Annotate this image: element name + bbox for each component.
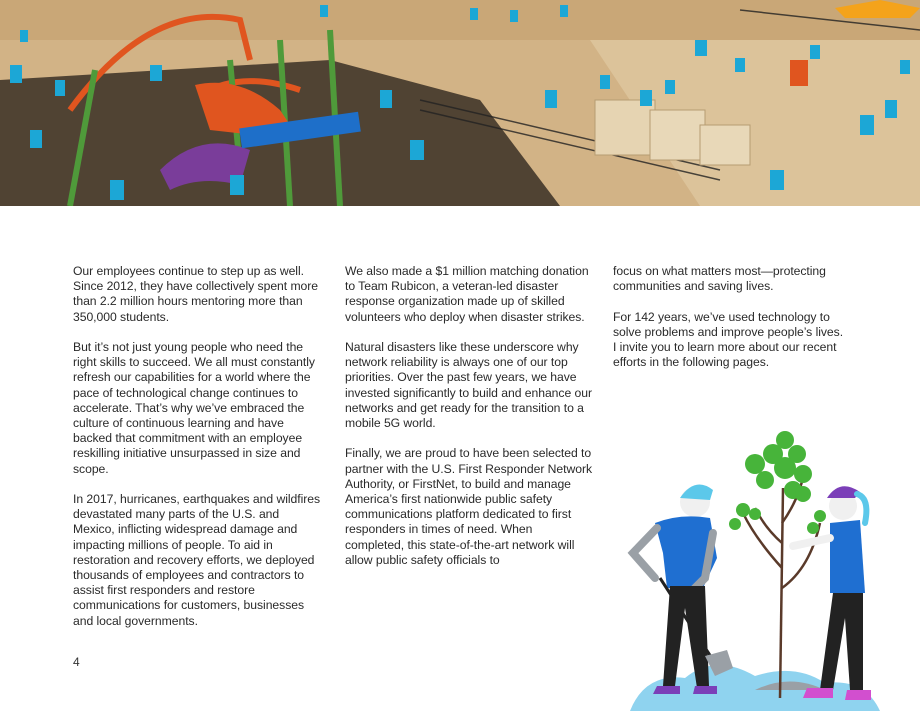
paragraph: For 142 years, we’ve used technology to solve problems and improve people’s lives. I invite you to learn more about our recent efforts in the following pages.: [613, 309, 844, 370]
tree-planting-illustration: [625, 428, 885, 711]
paragraph: Our employees continue to step up as well. Since 2012, they have collectively spent more than 2.2 million hours mentoring more than 350,000 students.: [73, 264, 319, 324]
text-column-1: [73, 264, 321, 644]
page-number: 4: [73, 655, 80, 669]
paragraph: But it’s not just young people who need the right skills to succeed. We all must constantly refresh our capabilities for a world where the pace of technological change continues to accelerate. That’s why we’ve embraced the culture of continuous learning and have backed that commitment with an employee reskilling initiative unsurpassed in size and scope.: [73, 340, 315, 476]
hero-photo: [0, 0, 920, 206]
text-column-3: [613, 264, 845, 386]
paragraph: Natural disasters like these underscore why network reliability is always one of our top priorities. Over the past few years, we have invested significantly to build and enhance our networks and get ready for the transition to a mobile 5G world.: [345, 340, 592, 431]
paragraph: focus on what matters most—protecting communities and saving lives.: [613, 264, 826, 294]
text-column-2: [345, 264, 593, 583]
paragraph: In 2017, hurricanes, earthquakes and wildfires devastated many parts of the U.S. and Mexico, inflicting widespread damage and impacting millions of people. To aid in restoration and recovery efforts, we deployed thousands of employees and contractors to assist first responders and restore communications for customers, businesses and local governments.: [73, 492, 321, 628]
paragraph: Finally, we are proud to have been selected to partner with the U.S. First Responder Network Authority, or FirstNet, to build and manage America’s first nationwide public safety communications platform dedicated to first responders in times of need. When completed, this state-of-the-art network will allow public safety officials to: [345, 446, 593, 567]
paragraph: We also made a $1 million matching donation to Team Rubicon, a veteran-led disaster response organization made up of skilled volunteers who deploy when disaster strikes.: [345, 264, 589, 324]
tree-planting-icon: [625, 428, 885, 711]
volunteers-building-playground-photo: [0, 0, 920, 206]
